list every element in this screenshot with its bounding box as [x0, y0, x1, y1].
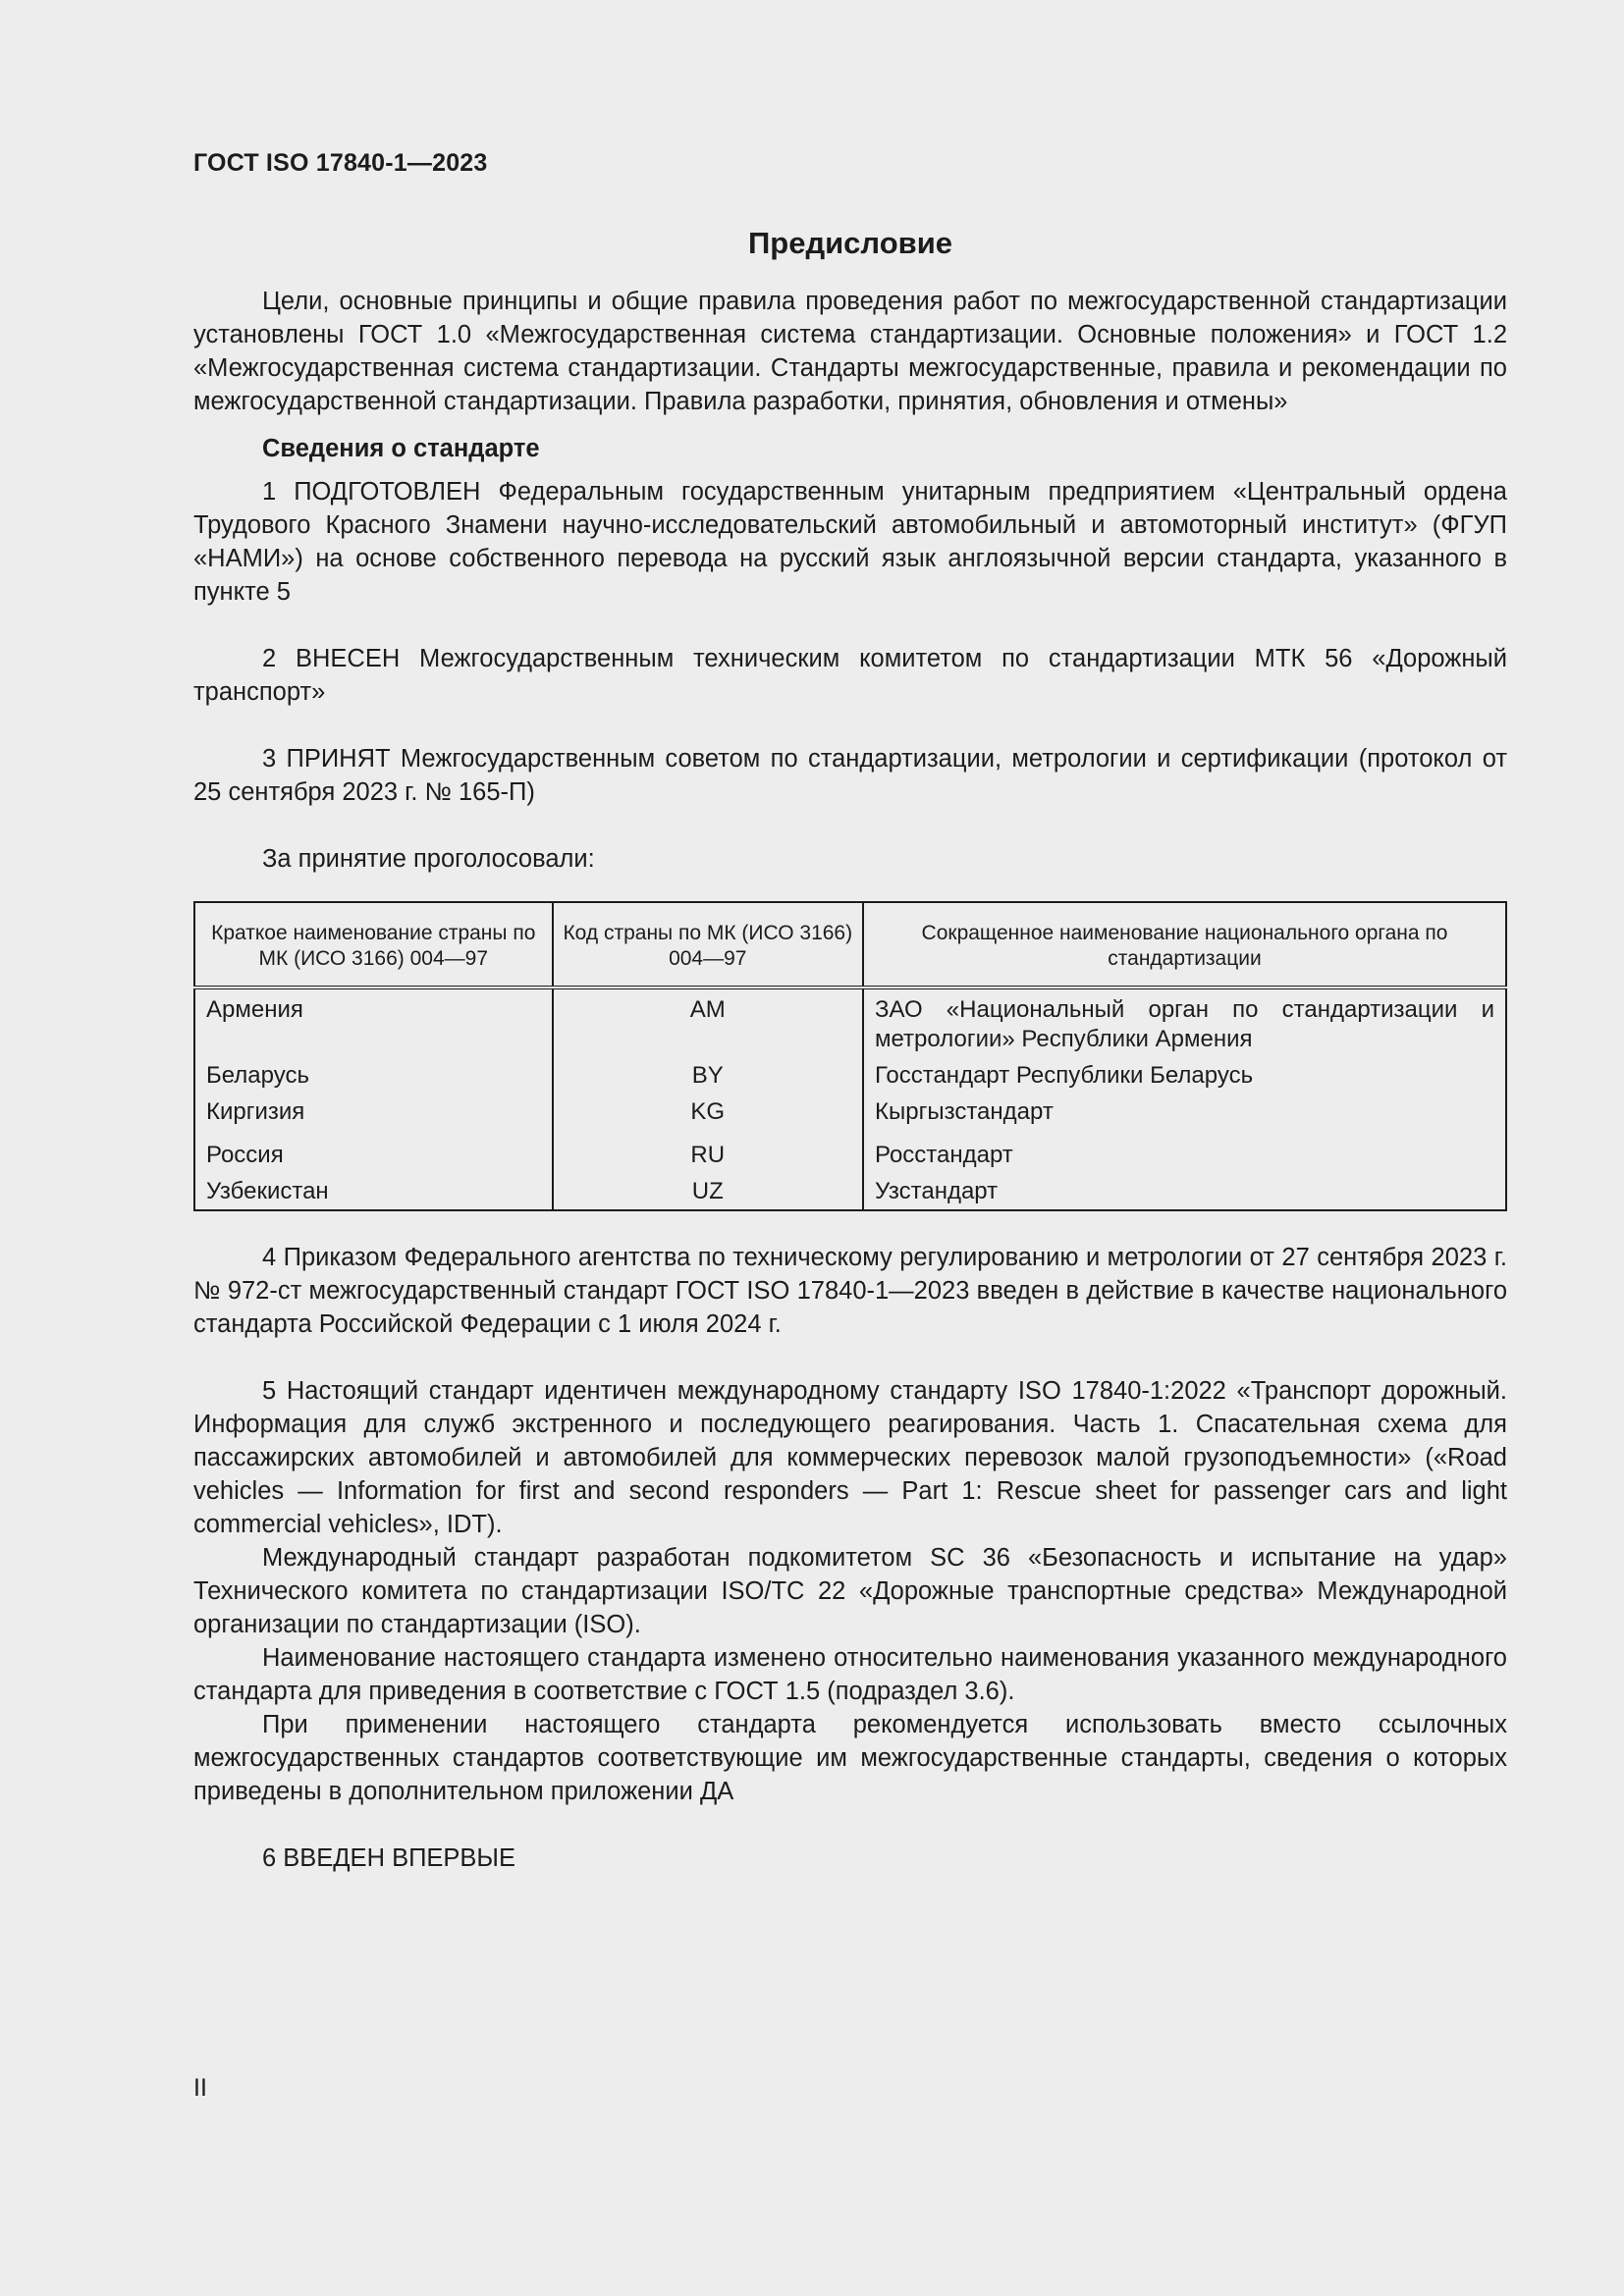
document-code: ГОСТ ISO 17840-1—2023	[193, 149, 488, 177]
cell-country: Беларусь	[194, 1057, 553, 1094]
cell-country: Киргизия	[194, 1094, 553, 1130]
cell-code: RU	[553, 1130, 863, 1173]
cell-code: UZ	[553, 1173, 863, 1210]
item-3-paragraph: 3 ПРИНЯТ Межгосударственным советом по стандартизации, метрологии и сертификации (протокол от 25 сентября 2023 г. № 165-П)	[193, 745, 1507, 806]
cell-body: Кыргызстандарт	[863, 1094, 1506, 1130]
cell-country: Армения	[194, 988, 553, 1057]
column-header-code: Код страны по МК (ИСО 3166) 004—97	[553, 902, 863, 988]
item-5-references-paragraph: При применении настоящего стандарта рекомендуется использовать вместо ссылочных межгосударственных стандартов соответствующие им межгосударственные стандарты, сведения о которых приведены в дополнительном приложении ДА	[193, 1711, 1507, 1805]
cell-body: Госстандарт Республики Беларусь	[863, 1057, 1506, 1094]
column-header-body: Сокращенное наименование национального органа по стандартизации	[863, 902, 1506, 988]
cell-code: BY	[553, 1057, 863, 1094]
column-header-country: Краткое наименование страны по МК (ИСО 3166) 004—97	[194, 902, 553, 988]
item-1-paragraph: 1 ПОДГОТОВЛЕН Федеральным государственным унитарным предприятием «Центральный ордена Трудового Красного Знамени научно-исследовательский автомобильный и автомоторный институт» (ФГУП «НАМИ») на основе собственного перевода на русский язык англоязычной версии стандарта, указанного в пункте 5	[193, 478, 1507, 606]
cell-body: ЗАО «Национальный орган по стандартизации и метрологии» Республики Армения	[863, 988, 1506, 1057]
main-content	[193, 224, 1507, 1875]
page-title: Предисловие	[747, 226, 952, 260]
item-5-paragraph: 5 Настоящий стандарт идентичен международному стандарту ISO 17840-1:2022 «Транспорт дорожный. Информация для служб экстренного и последующего реагирования. Часть 1. Спасательная схема для пассажирских автомобилей и автомобилей для коммерческих перевозок малой грузоподъемности» («Road vehicles — Information for first and second responders — Part 1: Rescue sheet for passenger cars and light commercial vehicles», IDT).	[193, 1377, 1507, 1538]
info-heading: Сведения о стандарте	[262, 435, 540, 462]
item-5-international-paragraph: Международный стандарт разработан подкомитетом SC 36 «Безопасность и испытание на удар» Технического комитета по стандартизации ISO/TC 22 «Дорожные транспортные средства» Международной организации по стандартизации (ISO).	[193, 1544, 1507, 1638]
table-row	[194, 1130, 1506, 1173]
table-row	[194, 1094, 1506, 1130]
item-5-title-change-paragraph: Наименование настоящего стандарта изменено относительно наименования указанного международного стандарта для приведения в соответствие с ГОСТ 1.5 (подраздел 3.6).	[193, 1644, 1507, 1705]
item-6-paragraph: 6 ВВЕДЕН ВПЕРВЫЕ	[262, 1844, 516, 1872]
voted-paragraph: За принятие проголосовали:	[262, 845, 595, 873]
table-row	[194, 988, 1506, 1057]
cell-country: Россия	[194, 1130, 553, 1173]
table-row	[194, 1173, 1506, 1210]
cell-body: Росстандарт	[863, 1130, 1506, 1173]
page-number: II	[193, 2074, 207, 2102]
cell-code: AM	[553, 988, 863, 1057]
item-4-paragraph: 4 Приказом Федерального агентства по техническому регулированию и метрологии от 27 сентября 2023 г. № 972-ст межгосударственный стандарт ГОСТ ISO 17840-1—2023 введен в действие в качестве национального стандарта Российской Федерации с 1 июля 2024 г.	[193, 1244, 1507, 1338]
table-row	[194, 1057, 1506, 1094]
cell-country: Узбекистан	[194, 1173, 553, 1210]
cell-body: Узстандарт	[863, 1173, 1506, 1210]
table-header-row	[194, 902, 1506, 988]
voting-table	[193, 901, 1507, 1211]
item-2-paragraph: 2 ВНЕСЕН Межгосударственным техническим комитетом по стандартизации МТК 56 «Дорожный транспорт»	[193, 645, 1507, 706]
cell-code: KG	[553, 1094, 863, 1130]
intro-paragraph: Цели, основные принципы и общие правила проведения работ по межгосударственной стандартизации установлены ГОСТ 1.0 «Межгосударственная система стандартизации. Основные положения» и ГОСТ 1.2 «Межгосударственная система стандартизации. Стандарты межгосударственные, правила и рекомендации по межгосударственной стандартизации. Правила разработки, принятия, обновления и отмены»	[193, 288, 1507, 415]
